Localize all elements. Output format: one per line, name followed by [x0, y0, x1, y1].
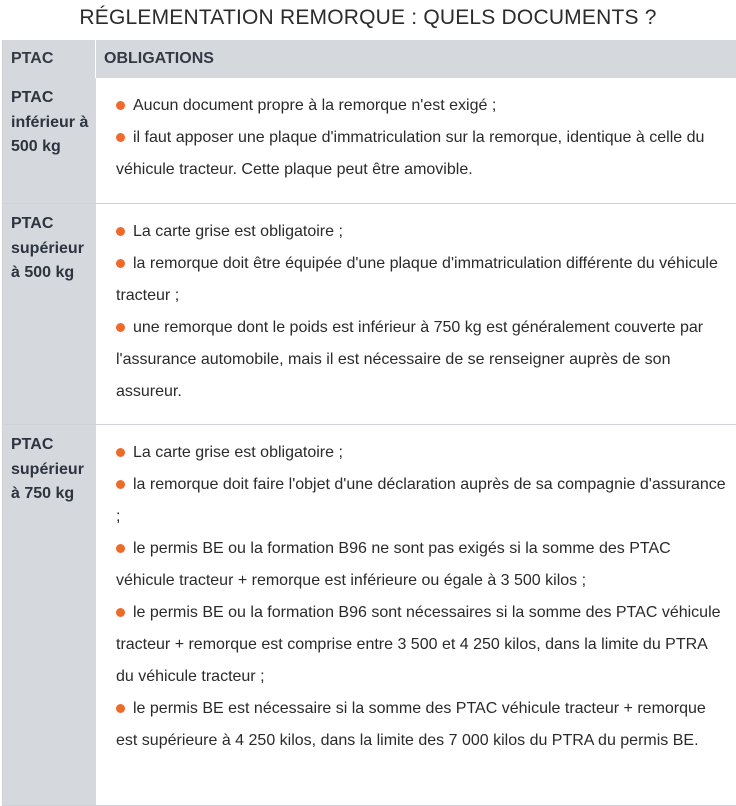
list-item — [116, 122, 727, 186]
bullet-icon — [116, 448, 125, 457]
bullet-icon — [116, 480, 125, 489]
list-item — [116, 90, 727, 122]
header-ptac: PTAC — [3, 40, 96, 78]
bullet-icon — [116, 608, 125, 617]
bullet-icon — [116, 704, 125, 713]
item-text: la remorque doit faire l'objet d'une déclaration auprès de sa compagnie d'assurance ; — [116, 476, 726, 525]
item-text: le permis BE ou la formation B96 sont nécessaires si la somme des PTAC véhicule tracteur + remorque est comprise entre 3 500 et 4 250 kilos, dans la limite du PTRA du véhicule tracteur ; — [116, 604, 721, 685]
list-item — [116, 533, 727, 597]
item-text: la remorque doit être équipée d'une plaque d'immatriculation différente du véhicule tracteur ; — [116, 255, 718, 304]
table-row — [3, 425, 736, 806]
bullet-icon — [116, 544, 125, 553]
item-text: le permis BE ou la formation B96 ne sont pas exigés si la somme des PTAC véhicule tracteur + remorque est inférieure ou égale à 3 500 kilos ; — [116, 540, 671, 589]
bullet-icon — [116, 227, 125, 236]
row-label: PTAC supérieur à 500 kg — [3, 204, 96, 424]
bullet-icon — [116, 101, 125, 110]
obligations-table — [2, 40, 736, 806]
bullet-icon — [116, 259, 125, 268]
bullet-icon — [116, 133, 125, 142]
row-label: PTAC supérieur à 750 kg — [3, 425, 96, 805]
table-header — [3, 40, 736, 78]
list-item — [116, 216, 727, 248]
list-item — [116, 693, 727, 757]
item-text: La carte grise est obligatoire ; — [133, 223, 343, 240]
table-row — [3, 204, 736, 425]
table-row — [3, 78, 736, 204]
row-obligations — [96, 204, 736, 424]
list-item — [116, 469, 727, 533]
row-label: PTAC inférieur à 500 kg — [3, 78, 96, 203]
page-title: RÉGLEMENTATION REMORQUE : QUELS DOCUMENTS ? — [79, 6, 657, 29]
item-text: Aucun document propre à la remorque n'est exigé ; — [133, 97, 497, 114]
item-text: le permis BE est nécessaire si la somme des PTAC véhicule tracteur + remorque est supérieure à 4 250 kilos, dans la limite des 7 000 kilos du PTRA du permis BE. — [116, 700, 706, 749]
list-item — [116, 437, 727, 469]
list-item — [116, 248, 727, 312]
list-item — [116, 597, 727, 693]
header-obligations: OBLIGATIONS — [104, 50, 214, 67]
bullet-icon — [116, 323, 125, 332]
item-text: une remorque dont le poids est inférieur à 750 kg est généralement couverte par l'assurance automobile, mais il est nécessaire de se renseigner auprès de son assureur. — [116, 319, 704, 400]
item-text: il faut apposer une plaque d'immatriculation sur la remorque, identique à celle du véhicule tracteur. Cette plaque peut être amovible. — [116, 129, 705, 178]
row-obligations — [96, 78, 736, 203]
item-text: La carte grise est obligatoire ; — [133, 444, 343, 461]
row-obligations — [96, 425, 736, 805]
list-item — [116, 312, 727, 408]
